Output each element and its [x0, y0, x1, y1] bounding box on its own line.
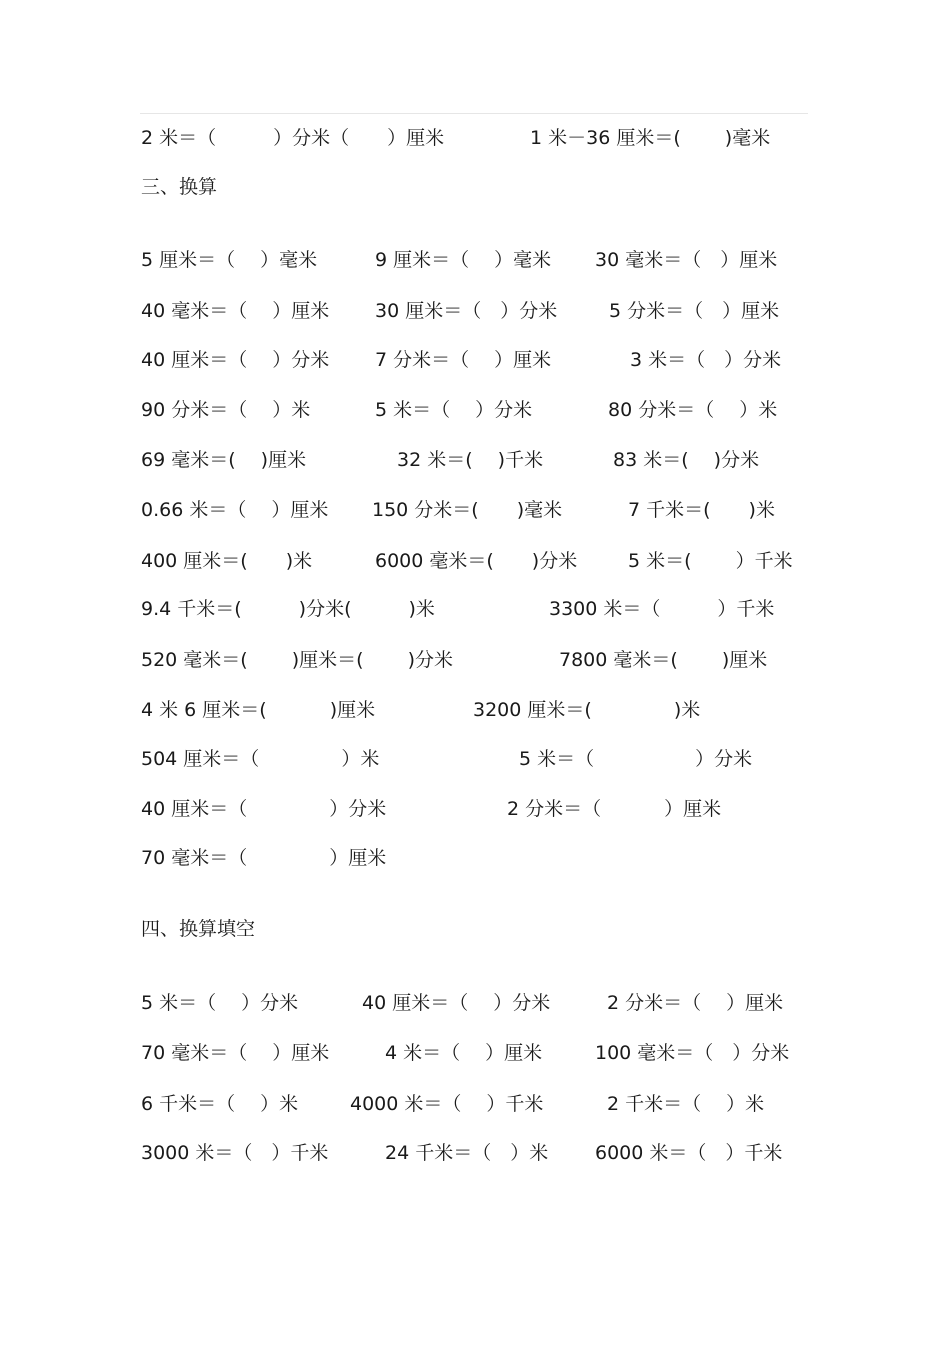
problem-row: [0, 988, 950, 1018]
problem-row: [0, 395, 950, 425]
problem-row: [0, 345, 950, 375]
problem-row: [0, 445, 950, 475]
problem-item: 7 分米＝（ ）厘米: [375, 349, 552, 371]
problem-item: 5 厘米＝（ ）毫米: [141, 249, 318, 271]
problem-item: 3200 厘米＝( )米: [473, 699, 701, 721]
problem-row: [0, 744, 950, 774]
problem-item: 24 千米＝（ ）米: [385, 1142, 549, 1164]
section-4-title: 四、换算填空: [141, 918, 256, 940]
problem-item: 100 毫米＝（ ）分米: [595, 1042, 790, 1064]
problem-row: [0, 296, 950, 326]
problem-item: 83 米＝( )分米: [613, 449, 760, 471]
problem-item: 40 厘米＝（ ）分米: [362, 992, 551, 1014]
problem-item: 2 米＝（ ）分米（ ）厘米: [141, 127, 445, 149]
problem-row: [0, 594, 950, 624]
problem-item: 2 分米＝（ ）厘米: [607, 992, 784, 1014]
problem-row: [0, 843, 950, 873]
problem-row: [0, 1038, 950, 1068]
top-rule: [140, 113, 808, 114]
problem-item: 40 毫米＝（ ）厘米: [141, 300, 330, 322]
problem-item: 5 米＝（ ）分米: [519, 748, 753, 770]
problem-item: 90 分米＝（ ）米: [141, 399, 311, 421]
problem-item: 3300 米＝（ ）千米: [549, 598, 775, 620]
problem-item: 4000 米＝（ ）千米: [350, 1093, 544, 1115]
header-row: [0, 123, 950, 153]
problem-row: [0, 794, 950, 824]
problem-item: 40 厘米＝（ ）分米: [141, 798, 387, 820]
problem-item: 5 米＝（ ）分米: [375, 399, 533, 421]
problem-row: [0, 245, 950, 275]
problem-item: 9.4 千米＝( )分米( )米: [141, 598, 435, 620]
problem-item: 4 米 6 厘米＝( )厘米: [141, 699, 376, 721]
problem-item: 400 厘米＝( )米: [141, 550, 313, 572]
problem-item: 70 毫米＝（ ）厘米: [141, 1042, 330, 1064]
problem-item: 40 厘米＝（ ）分米: [141, 349, 330, 371]
problem-item: 6 千米＝（ ）米: [141, 1093, 299, 1115]
problem-item: 7800 毫米＝( )厘米: [559, 649, 768, 671]
problem-item: 80 分米＝（ ）米: [608, 399, 778, 421]
problem-item: 2 千米＝（ ）米: [607, 1093, 765, 1115]
problem-item: 5 分米＝（ ）厘米: [609, 300, 780, 322]
problem-item: 7 千米＝( )米: [628, 499, 775, 521]
problem-item: 1 米－36 厘米＝( )毫米: [530, 127, 771, 149]
problem-row: [0, 1089, 950, 1119]
problem-item: 3000 米＝（ ）千米: [141, 1142, 329, 1164]
problem-row: [0, 495, 950, 525]
problem-item: 6000 米＝（ ）千米: [595, 1142, 783, 1164]
problem-item: 504 厘米＝（ ）米: [141, 748, 380, 770]
problem-item: 69 毫米＝( )厘米: [141, 449, 307, 471]
problem-row: [0, 546, 950, 576]
problem-item: 4 米＝（ ）厘米: [385, 1042, 543, 1064]
problem-row: [0, 695, 950, 725]
problem-item: 0.66 米＝（ ）厘米: [141, 499, 329, 521]
problem-row: [0, 645, 950, 675]
problem-item: 2 分米＝（ ）厘米: [507, 798, 722, 820]
problem-item: 9 厘米＝（ ）毫米: [375, 249, 552, 271]
problem-item: 5 米＝（ ）分米: [141, 992, 299, 1014]
problem-item: 5 米＝( ）千米: [628, 550, 793, 572]
problem-item: 70 毫米＝（ ）厘米: [141, 847, 387, 869]
problem-row: [0, 1138, 950, 1168]
problem-item: 6000 毫米＝( )分米: [375, 550, 578, 572]
problem-item: 3 米＝（ ）分米: [630, 349, 782, 371]
problem-item: 30 厘米＝（ ）分米: [375, 300, 558, 322]
problem-item: 520 毫米＝( )厘米＝( )分米: [141, 649, 454, 671]
problem-item: 30 毫米＝（ ）厘米: [595, 249, 778, 271]
section-3-title: 三、换算: [141, 176, 218, 198]
problem-item: 150 分米＝( )毫米: [372, 499, 563, 521]
problem-item: 32 米＝( )千米: [397, 449, 544, 471]
